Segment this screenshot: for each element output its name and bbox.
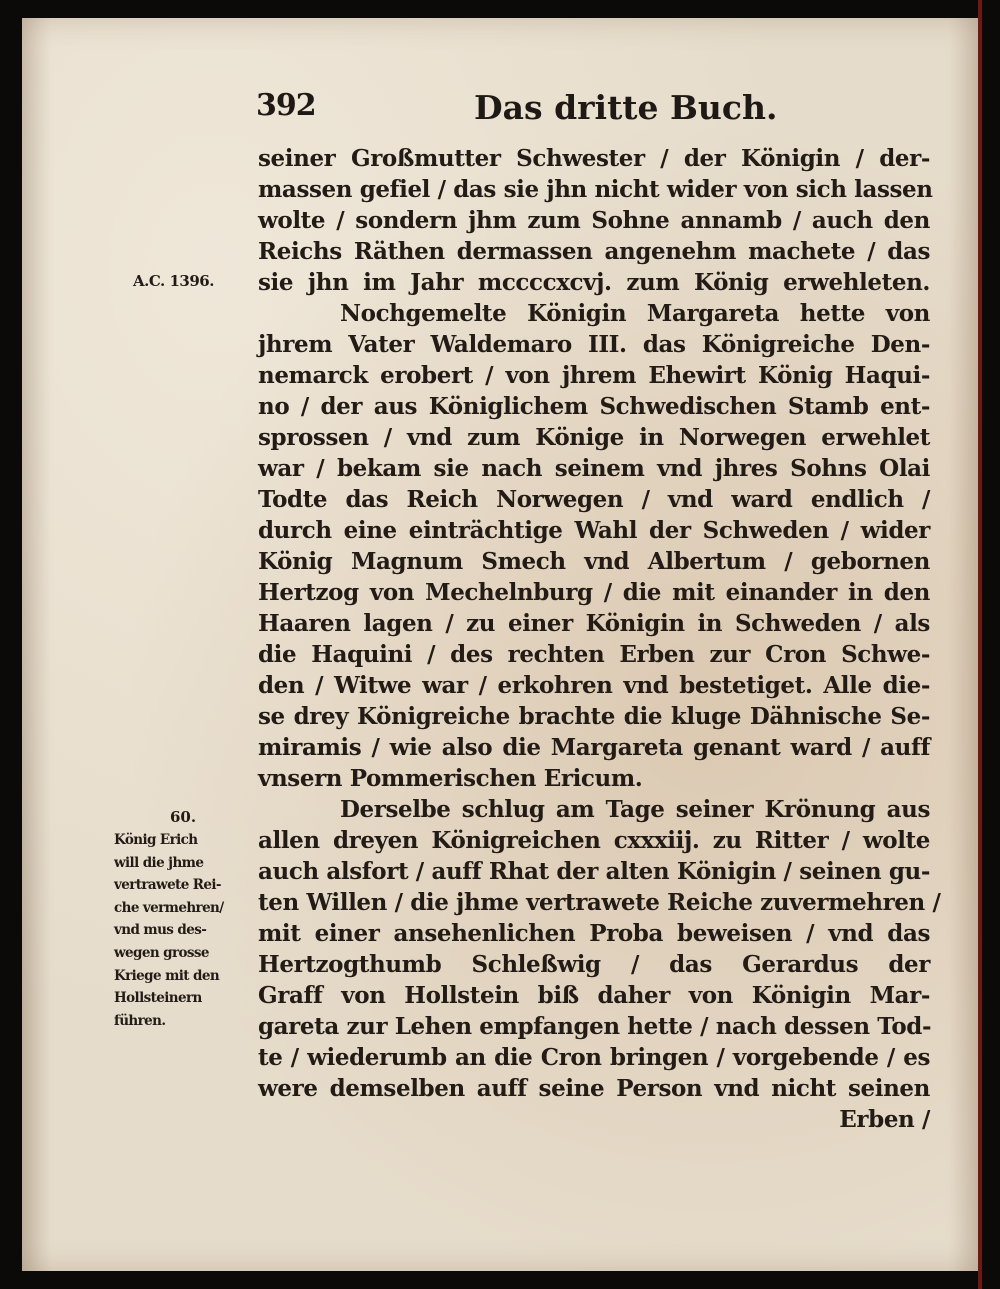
marginal-note bbox=[114, 805, 264, 1032]
text-line: vnsern Pommerischen Ericum. bbox=[258, 765, 643, 792]
text-line: Reichs Räthen dermassen angenehm machete / das bbox=[258, 238, 930, 265]
text-line: se drey Königreiche brachte die kluge Dähnische Se- bbox=[258, 703, 930, 730]
text-line: gareta zur Lehen empfangen hette / nach dessen Tod- bbox=[258, 1013, 932, 1040]
text-line: König Magnum Smech vnd Albertum / gebornen bbox=[258, 548, 930, 575]
running-head: Das dritte Buch. bbox=[474, 88, 778, 127]
marginal-note-line: König Erich bbox=[114, 832, 198, 848]
text-line: nemarck erobert / von jhrem Ehewirt König Haqui- bbox=[258, 362, 930, 389]
text-line: Haaren lagen / zu einer Königin in Schweden / als bbox=[258, 610, 930, 637]
marginal-note-line: führen. bbox=[114, 1012, 166, 1029]
text-line: massen gefiel / das sie jhn nicht wider von sich lassen bbox=[258, 176, 933, 203]
text-line: mit einer ansehenlichen Proba beweisen / vnd das bbox=[258, 920, 930, 947]
margin-year-note: A.C. 1396. bbox=[133, 272, 214, 290]
text-line: die Haquini / des rechten Erben zur Cron Schwe- bbox=[258, 641, 930, 668]
text-line: allen dreyen Königreichen cxxxiij. zu Ritter / wolte bbox=[258, 827, 930, 854]
text-line: seiner Großmutter Schwester / der Königin / der- bbox=[258, 145, 930, 172]
text-line: wolte / sondern jhm zum Sohne annamb / auch den bbox=[258, 207, 930, 234]
text-line: Graff von Hollstein biß daher von Königin Mar- bbox=[258, 982, 930, 1009]
text-line: no / der aus Königlichem Schwedischen Stamb ent- bbox=[258, 393, 930, 420]
text-line: auch alsfort / auff Rhat der alten Königin / seinen gu- bbox=[258, 858, 930, 885]
text-line: ten Willen / die jhme vertrawete Reiche zuvermehren / bbox=[258, 889, 941, 916]
marginal-note-line: vertrawete Rei- bbox=[114, 877, 221, 894]
marginal-note-line: Hollsteinern bbox=[114, 990, 202, 1007]
marginal-note-line: Kriege mit den bbox=[114, 967, 220, 984]
text-line: te / wiederumb an die Cron bringen / vorgebende / es bbox=[258, 1044, 930, 1071]
catchword: Erben / bbox=[839, 1106, 930, 1133]
text-line: Nochgemelte Königin Margareta hette von bbox=[340, 300, 930, 327]
marginal-note-line: che vermehren/ bbox=[114, 899, 224, 916]
page-edge bbox=[978, 0, 982, 1289]
text-line: sprossen / vnd zum Könige in Norwegen erwehlet bbox=[258, 424, 930, 451]
text-line: Derselbe schlug am Tage seiner Krönung aus bbox=[340, 796, 930, 823]
text-line: durch eine einträchtige Wahl der Schweden / wider bbox=[258, 517, 930, 544]
body-text bbox=[258, 143, 941, 1135]
text-line: war / bekam sie nach seinem vnd jhres Sohns Olai bbox=[258, 455, 930, 482]
marginal-note-line: wegen grosse bbox=[114, 944, 209, 961]
marginal-note-number: 60. bbox=[170, 808, 197, 826]
text-line: den / Witwe war / erkohren vnd bestetiget. Alle die- bbox=[258, 672, 930, 699]
text-line: were demselben auff seine Person vnd nicht seinen bbox=[258, 1075, 930, 1102]
text-line: jhrem Vater Waldemaro III. das Königreiche Den- bbox=[258, 331, 930, 358]
text-line: miramis / wie also die Margareta genant ward / auff bbox=[258, 734, 930, 761]
page-number: 392 bbox=[256, 88, 316, 123]
marginal-note-line: vnd mus des- bbox=[114, 922, 207, 939]
text-line: Todte das Reich Norwegen / vnd ward endlich / bbox=[258, 486, 930, 513]
text-line: sie jhn im Jahr mccccxcvj. zum König erwehleten. bbox=[258, 269, 930, 296]
page-header bbox=[256, 88, 956, 128]
marginal-note-line: will die jhme bbox=[114, 854, 204, 871]
text-line: Hertzog von Mechelnburg / die mit einander in den bbox=[258, 579, 930, 606]
text-line: Hertzogthumb Schleßwig / das Gerardus der bbox=[258, 951, 930, 978]
